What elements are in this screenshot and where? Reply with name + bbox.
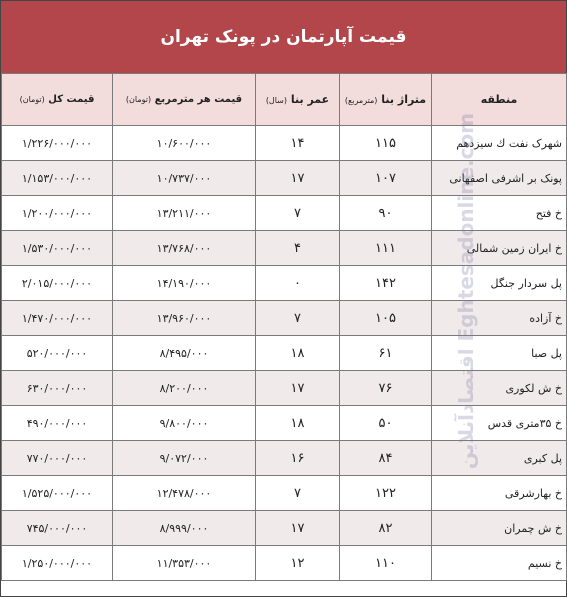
cell-region: خ ۳۵متری قدس <box>432 406 567 441</box>
header-total-price-label: قیمت کل <box>48 94 95 105</box>
cell-total-price: ۷۴۵/۰۰۰/۰۰۰ <box>2 511 113 546</box>
table-row <box>2 406 567 441</box>
cell-region: خ آزاده <box>432 301 567 336</box>
cell-price-per-meter: ۱۳/۲۱۱/۰۰۰ <box>113 196 256 231</box>
cell-age: ۴ <box>256 231 340 266</box>
cell-area: ۱۴۲ <box>340 266 432 301</box>
cell-price-per-meter: ۹/۰۷۲/۰۰۰ <box>113 441 256 476</box>
table-row <box>2 126 567 161</box>
cell-age: ۰ <box>256 266 340 301</box>
header-age-label: عمر بنا <box>290 93 330 106</box>
table-row <box>2 546 567 581</box>
header-age-unit: (سال) <box>265 96 288 105</box>
cell-age: ۷ <box>256 196 340 231</box>
cell-price-per-meter: ۱۱/۳۵۳/۰۰۰ <box>113 546 256 581</box>
cell-area: ۱۱۱ <box>340 231 432 266</box>
cell-total-price: ۱/۵۳۰/۰۰۰/۰۰۰ <box>2 231 113 266</box>
cell-total-price: ۱/۵۲۵/۰۰۰/۰۰۰ <box>2 476 113 511</box>
cell-area: ۱۱۰ <box>340 546 432 581</box>
cell-region: خ ایران زمین شمالی <box>432 231 567 266</box>
cell-price-per-meter: ۱۳/۷۶۸/۰۰۰ <box>113 231 256 266</box>
table-row <box>2 231 567 266</box>
cell-total-price: ۶۳۰/۰۰۰/۰۰۰ <box>2 371 113 406</box>
cell-age: ۱۷ <box>256 511 340 546</box>
cell-price-per-meter: ۱۳/۹۶۰/۰۰۰ <box>113 301 256 336</box>
header-price-per-meter-label: قیمت هر مترمربع <box>154 94 243 105</box>
table-row <box>2 301 567 336</box>
cell-price-per-meter: ۸/۲۰۰/۰۰۰ <box>113 371 256 406</box>
cell-region: پونک بر اشرفی اصفهانی <box>432 161 567 196</box>
cell-area: ۵۰ <box>340 406 432 441</box>
header-age <box>256 74 340 126</box>
table-row <box>2 511 567 546</box>
cell-total-price: ۲/۰۱۵/۰۰۰/۰۰۰ <box>2 266 113 301</box>
header-area-label: متراژ بنا <box>381 93 427 106</box>
cell-age: ۷ <box>256 476 340 511</box>
header-region <box>432 74 567 126</box>
table-row <box>2 336 567 371</box>
watermark-text: اقتصادآنلاین Eghtesadonline.com <box>454 112 479 470</box>
cell-total-price: ۱/۴۷۰/۰۰۰/۰۰۰ <box>2 301 113 336</box>
cell-price-per-meter: ۱۲/۴۷۸/۰۰۰ <box>113 476 256 511</box>
cell-price-per-meter: ۹/۸۰۰/۰۰۰ <box>113 406 256 441</box>
table-header-row <box>2 74 567 126</box>
cell-total-price: ۱/۱۵۳/۰۰۰/۰۰۰ <box>2 161 113 196</box>
header-region-label: منطقه <box>480 93 518 106</box>
title-bar <box>1 1 566 73</box>
cell-total-price: ۵۲۰/۰۰۰/۰۰۰ <box>2 336 113 371</box>
cell-total-price: ۱/۲۰۰/۰۰۰/۰۰۰ <box>2 196 113 231</box>
cell-area: ۱۱۵ <box>340 126 432 161</box>
cell-region: خ نسیم <box>432 546 567 581</box>
table-body <box>2 126 567 581</box>
table-row <box>2 266 567 301</box>
cell-total-price: ۷۷۰/۰۰۰/۰۰۰ <box>2 441 113 476</box>
cell-age: ۱۴ <box>256 126 340 161</box>
page-title: قیمت آپارتمان در پونک تهران <box>160 27 407 47</box>
cell-price-per-meter: ۱۴/۱۹۰/۰۰۰ <box>113 266 256 301</box>
cell-age: ۱۲ <box>256 546 340 581</box>
cell-age: ۱۶ <box>256 441 340 476</box>
header-price-per-meter <box>113 74 256 126</box>
cell-area: ۸۴ <box>340 441 432 476</box>
cell-region: پل سردار جنگل <box>432 266 567 301</box>
cell-region: شهرک نفت ك سیزدهم <box>432 126 567 161</box>
header-total-price-unit: (تومان) <box>19 95 45 104</box>
cell-area: ۶۱ <box>340 336 432 371</box>
cell-region: خ فتح <box>432 196 567 231</box>
header-price-per-meter-unit: (تومان) <box>125 95 152 104</box>
header-area-unit: (مترمربع) <box>344 96 378 105</box>
cell-price-per-meter: ۱۰/۶۰۰/۰۰۰ <box>113 126 256 161</box>
header-total-price <box>2 74 113 126</box>
cell-age: ۱۷ <box>256 371 340 406</box>
cell-area: ۸۲ <box>340 511 432 546</box>
cell-area: ۹۰ <box>340 196 432 231</box>
cell-region: پل صبا <box>432 336 567 371</box>
cell-price-per-meter: ۸/۹۹۹/۰۰۰ <box>113 511 256 546</box>
cell-area: ۱۲۲ <box>340 476 432 511</box>
cell-age: ۱۷ <box>256 161 340 196</box>
table-row <box>2 371 567 406</box>
cell-age: ۷ <box>256 301 340 336</box>
header-area <box>340 74 432 126</box>
table-row <box>2 161 567 196</box>
table-row <box>2 476 567 511</box>
cell-total-price: ۴۹۰/۰۰۰/۰۰۰ <box>2 406 113 441</box>
cell-total-price: ۱/۲۵۰/۰۰۰/۰۰۰ <box>2 546 113 581</box>
price-table <box>1 73 567 581</box>
cell-age: ۱۸ <box>256 406 340 441</box>
cell-region: خ ش چمران <box>432 511 567 546</box>
table-row <box>2 196 567 231</box>
table-row <box>2 441 567 476</box>
cell-total-price: ۱/۲۲۶/۰۰۰/۰۰۰ <box>2 126 113 161</box>
cell-price-per-meter: ۱۰/۷۳۷/۰۰۰ <box>113 161 256 196</box>
cell-region: خ بهارشرقی <box>432 476 567 511</box>
cell-region: خ ش لکوری <box>432 371 567 406</box>
cell-age: ۱۸ <box>256 336 340 371</box>
cell-price-per-meter: ۸/۴۹۵/۰۰۰ <box>113 336 256 371</box>
cell-region: پل کبری <box>432 441 567 476</box>
cell-area: ۱۰۵ <box>340 301 432 336</box>
cell-area: ۷۶ <box>340 371 432 406</box>
cell-area: ۱۰۷ <box>340 161 432 196</box>
